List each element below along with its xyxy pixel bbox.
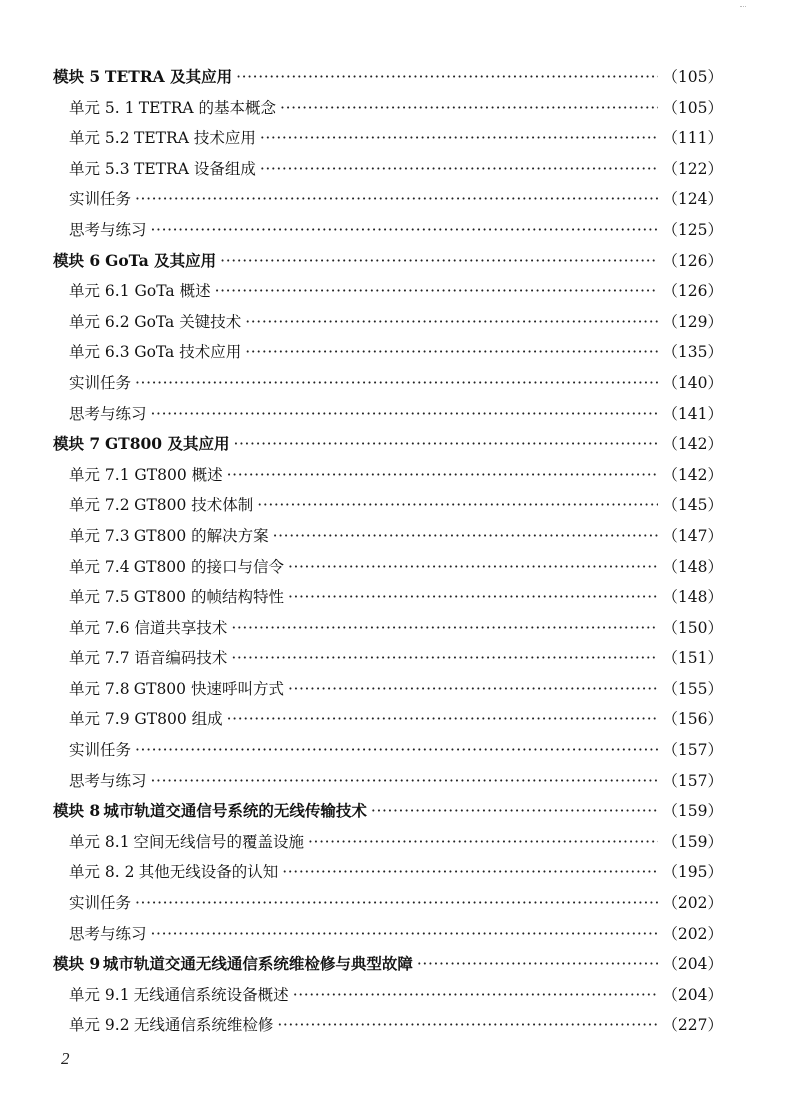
- toc-entry-title: 思考与练习: [69, 924, 147, 943]
- toc-entry-number: 单元 5. 1: [69, 98, 135, 117]
- toc-entry-number: 单元 9.2: [69, 1016, 130, 1035]
- toc-entry-page: （157）: [662, 771, 723, 790]
- toc-dot-leader: [245, 307, 658, 338]
- toc-entry-page: （195）: [662, 863, 723, 882]
- toc-unit-entry[interactable]: [53, 337, 723, 368]
- toc-entry-title: 实训任务: [69, 190, 132, 209]
- toc-dot-leader: [151, 215, 659, 246]
- toc-entry-number: 单元 8.1: [69, 832, 130, 851]
- toc-unit-entry[interactable]: [53, 674, 723, 705]
- toc-entry-page: （157）: [662, 741, 723, 760]
- table-of-contents: [53, 62, 723, 1041]
- toc-entry-page: （105）: [662, 98, 723, 117]
- toc-entry-page: （204）: [662, 955, 723, 974]
- toc-dot-leader: [227, 460, 659, 491]
- toc-dot-leader: [260, 123, 659, 154]
- toc-entry-number: 单元 7.8: [69, 679, 130, 698]
- toc-entry-number: 单元 7.6: [69, 618, 130, 637]
- toc-entry-page: （150）: [662, 618, 723, 637]
- toc-dot-leader: [257, 490, 658, 521]
- toc-entry-title: GoTa 及其应用: [105, 250, 217, 270]
- toc-entry-number: 单元 6.2: [69, 312, 130, 331]
- toc-entry-page: （151）: [662, 649, 723, 668]
- toc-entry-title: GoTa 关键技术: [134, 312, 242, 331]
- toc-dot-leader: [280, 93, 658, 124]
- toc-dot-leader: [293, 980, 659, 1011]
- toc-entry-title: GoTa 概述: [134, 282, 211, 301]
- toc-entry-title: 空间无线信号的覆盖设施: [133, 832, 305, 851]
- toc-entry-title: 实训任务: [69, 894, 132, 913]
- toc-entry-number: 模块 6: [53, 250, 101, 270]
- toc-entry-page: （204）: [662, 985, 723, 1004]
- toc-entry-page: （129）: [662, 312, 723, 331]
- toc-entry-title: GoTa 技术应用: [134, 343, 242, 362]
- toc-entry-number: 单元 7.3: [69, 526, 130, 545]
- toc-unit-entry[interactable]: [53, 490, 723, 521]
- toc-module-entry[interactable]: [53, 796, 723, 827]
- toc-dot-leader: [135, 368, 658, 399]
- toc-entry-number: 单元 6.1: [69, 282, 130, 301]
- toc-entry-page: （155）: [662, 679, 723, 698]
- toc-entry-page: （125）: [662, 220, 723, 239]
- toc-dot-leader: [151, 919, 659, 950]
- toc-unit-entry[interactable]: [53, 613, 723, 644]
- toc-dot-leader: [135, 735, 658, 766]
- toc-task-entry[interactable]: [53, 735, 723, 766]
- toc-entry-number: 单元 7.5: [69, 588, 130, 607]
- toc-entry-title: GT800 的解决方案: [133, 526, 269, 545]
- toc-dot-leader: [233, 429, 658, 460]
- toc-dot-leader: [135, 184, 658, 215]
- toc-entry-page: （148）: [662, 557, 723, 576]
- toc-entry-title: 城市轨道交通无线通信系统维检修与典型故障: [102, 954, 413, 974]
- toc-dot-leader: [282, 857, 658, 888]
- toc-entry-title: GT800 快速呼叫方式: [133, 679, 284, 698]
- toc-entry-page: （126）: [662, 251, 723, 270]
- toc-entry-page: （124）: [662, 190, 723, 209]
- toc-dot-leader: [417, 949, 659, 980]
- toc-entry-page: （122）: [662, 159, 723, 178]
- toc-unit-entry[interactable]: [53, 276, 723, 307]
- toc-dot-leader: [236, 62, 658, 93]
- toc-entry-number: 单元 7.4: [69, 557, 130, 576]
- toc-entry-page: （141）: [662, 404, 723, 423]
- toc-entry-title: TETRA 设备组成: [134, 159, 256, 178]
- toc-dot-leader: [371, 796, 658, 827]
- toc-entry-number: 单元 9.1: [69, 985, 130, 1004]
- toc-entry-page: （148）: [662, 588, 723, 607]
- toc-dot-leader: [231, 643, 658, 674]
- toc-entry-title: 语音编码技术: [134, 649, 228, 668]
- toc-entry-page: （202）: [662, 894, 723, 913]
- toc-entry-title: GT800 及其应用: [104, 434, 230, 454]
- toc-entry-page: （126）: [662, 282, 723, 301]
- toc-entry-page: （140）: [662, 373, 723, 392]
- toc-entry-page: （145）: [662, 496, 723, 515]
- toc-module-entry[interactable]: [53, 246, 723, 277]
- toc-entry-page: （142）: [662, 435, 723, 454]
- toc-entry-number: 模块 9: [53, 954, 101, 974]
- toc-unit-entry[interactable]: [53, 123, 723, 154]
- toc-module-entry[interactable]: [53, 949, 723, 980]
- toc-entry-page: （147）: [662, 526, 723, 545]
- toc-entry-page: （135）: [662, 343, 723, 362]
- toc-entry-title: 实训任务: [69, 373, 132, 392]
- toc-unit-entry[interactable]: [53, 154, 723, 185]
- toc-entry-number: 单元 7.9: [69, 710, 130, 729]
- toc-entry-number: 单元 5.3: [69, 159, 130, 178]
- toc-dot-leader: [231, 613, 658, 644]
- toc-unit-entry[interactable]: [53, 582, 723, 613]
- page-number: 2: [61, 1049, 70, 1068]
- toc-dot-leader: [151, 766, 659, 797]
- toc-entry-number: 单元 7.1: [69, 465, 130, 484]
- toc-entry-title: 思考与练习: [69, 404, 147, 423]
- toc-entry-title: 其他无线设备的认知: [138, 863, 279, 882]
- toc-task-entry[interactable]: [53, 215, 723, 246]
- toc-module-entry[interactable]: [53, 429, 723, 460]
- toc-entry-title: 实训任务: [69, 741, 132, 760]
- toc-entry-number: 模块 7: [53, 434, 101, 454]
- toc-entry-title: 思考与练习: [69, 771, 147, 790]
- toc-unit-entry[interactable]: [53, 307, 723, 338]
- toc-unit-entry[interactable]: [53, 521, 723, 552]
- toc-entry-title: TETRA 的基本概念: [138, 98, 277, 117]
- toc-unit-entry[interactable]: [53, 980, 723, 1011]
- toc-task-entry[interactable]: [53, 919, 723, 950]
- toc-unit-entry[interactable]: [53, 552, 723, 583]
- toc-entry-page: （142）: [662, 465, 723, 484]
- toc-unit-entry[interactable]: [53, 704, 723, 735]
- toc-task-entry[interactable]: [53, 888, 723, 919]
- toc-dot-leader: [288, 582, 658, 613]
- toc-task-entry[interactable]: [53, 399, 723, 430]
- scan-artifact: [740, 6, 746, 13]
- toc-entry-page: （156）: [662, 710, 723, 729]
- toc-entry-title: 思考与练习: [69, 220, 147, 239]
- toc-entry-title: GT800 技术体制: [134, 496, 254, 515]
- toc-dot-leader: [288, 552, 658, 583]
- toc-entry-title: 无线通信系统维检修: [133, 1016, 274, 1035]
- toc-entry-title: TETRA 及其应用: [104, 67, 233, 86]
- toc-entry-title: TETRA 技术应用: [134, 129, 256, 148]
- toc-dot-leader: [227, 704, 659, 735]
- toc-unit-entry[interactable]: [53, 460, 723, 491]
- toc-task-entry[interactable]: [53, 368, 723, 399]
- toc-unit-entry[interactable]: [53, 643, 723, 674]
- toc-dot-leader: [135, 888, 658, 919]
- toc-entry-page: （202）: [662, 924, 723, 943]
- toc-unit-entry[interactable]: [53, 827, 723, 858]
- toc-entry-title: GT800 的帧结构特性: [133, 588, 284, 607]
- toc-entry-title: GT800 概述: [134, 465, 223, 484]
- toc-entry-number: 单元 5.2: [69, 129, 130, 148]
- toc-entry-number: 模块 8: [53, 801, 101, 821]
- toc-dot-leader: [273, 521, 659, 552]
- toc-dot-leader: [220, 246, 658, 277]
- toc-entry-title: 信道共享技术: [134, 618, 228, 637]
- toc-entry-page: （159）: [662, 802, 723, 821]
- toc-task-entry[interactable]: [53, 766, 723, 797]
- toc-entry-number: 单元 7.2: [69, 496, 130, 515]
- toc-dot-leader: [215, 276, 659, 307]
- toc-dot-leader: [260, 154, 659, 185]
- toc-dot-leader: [308, 827, 658, 858]
- toc-entry-page: （227）: [662, 1016, 723, 1035]
- toc-entry-number: 单元 6.3: [69, 343, 130, 362]
- toc-entry-title: GT800 组成: [134, 710, 223, 729]
- toc-unit-entry[interactable]: [53, 93, 723, 124]
- toc-entry-number: 单元 7.7: [69, 649, 130, 668]
- toc-dot-leader: [288, 674, 658, 705]
- toc-entry-page: （111）: [662, 129, 723, 148]
- toc-entry-number: 单元 8. 2: [69, 863, 135, 882]
- toc-unit-entry[interactable]: [53, 1010, 723, 1041]
- toc-dot-leader: [245, 337, 658, 368]
- toc-entry-page: （159）: [662, 832, 723, 851]
- toc-unit-entry[interactable]: [53, 857, 723, 888]
- toc-entry-title: GT800 的接口与信令: [133, 557, 284, 576]
- toc-entry-page: （105）: [662, 68, 723, 86]
- toc-entry-title: 无线通信系统设备概述: [133, 985, 289, 1004]
- toc-task-entry[interactable]: [53, 184, 723, 215]
- toc-dot-leader: [277, 1010, 658, 1041]
- toc-entry-number: 模块 5: [53, 67, 101, 86]
- toc-entry-title: 城市轨道交通信号系统的无线传输技术: [103, 801, 367, 821]
- toc-dot-leader: [151, 399, 659, 430]
- toc-module-entry[interactable]: [53, 62, 723, 93]
